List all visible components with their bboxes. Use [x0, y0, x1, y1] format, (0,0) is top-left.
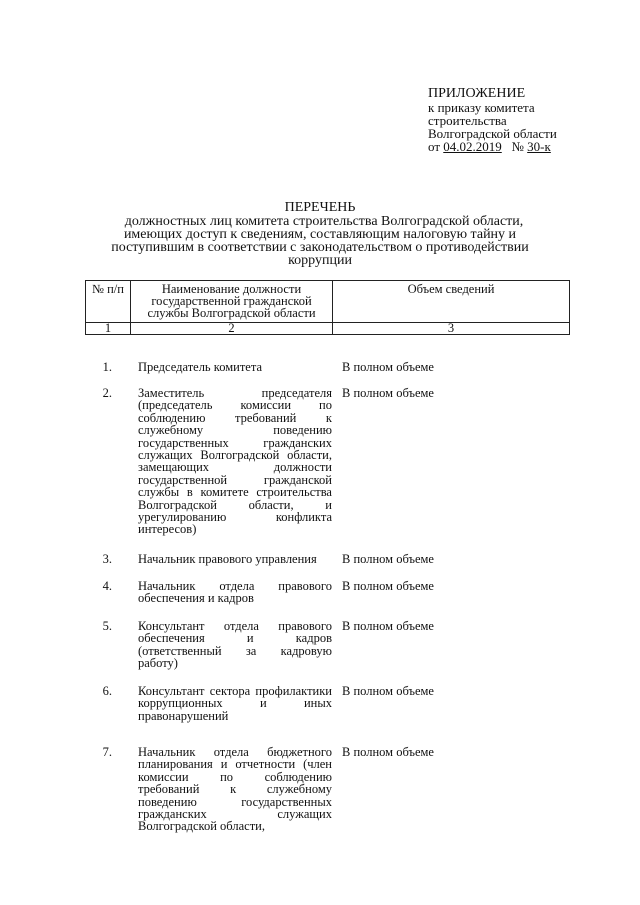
number-prefix: № [511, 139, 524, 154]
item-number: 4. [102, 579, 112, 593]
item-volume: В полном объеме [342, 745, 434, 759]
item-volume: В полном объеме [342, 360, 434, 374]
heading-line-4: коррупции [288, 253, 352, 268]
heading-line-1: должностных лиц комитета строительства Волгоградской области, [124, 214, 524, 229]
item-position: Заместитель председателя (председатель комиссии по соблюдению требований к служебному поведению государственных гражданских служащих Волгоградской области, замещающих должности государственной гражданской службы в комитете строительства Волгоградской области, и урегулированию конфликта интересов) [138, 386, 332, 537]
document-heading [100, 201, 540, 267]
item-number: 5. [102, 619, 112, 633]
header-table [85, 280, 570, 335]
item-volume: В полном объеме [342, 579, 434, 593]
item-position: Консультант отдела правового обеспечения и кадров (ответственный за кадровую работу) [138, 619, 332, 671]
item-number: 1. [102, 360, 112, 374]
header-row [86, 281, 570, 323]
order-number: 30-к [527, 139, 551, 154]
appendix-line-1: к приказу комитета [428, 100, 535, 115]
order-date: 04.02.2019 [443, 139, 502, 154]
item-number: 3. [102, 552, 112, 566]
header-col-num: № п/п [86, 281, 131, 323]
column-number-2: 2 [131, 323, 333, 335]
header-col-position: Наименование должности государственной гражданской службы Волгоградской области [131, 281, 333, 323]
appendix-line-3: Волгоградской области [428, 126, 557, 141]
item-position: Председатель комитета [138, 360, 262, 374]
heading-line-2: имеющих доступ к сведениям, составляющим налоговую тайну и [123, 227, 517, 242]
heading-line-3: поступившим в соответствии с законодательством о противодействии [111, 240, 529, 255]
appendix-date-line [428, 140, 557, 153]
column-number-1: 1 [86, 323, 131, 335]
date-prefix: от [428, 139, 441, 154]
item-position: Начальник правового управления [138, 552, 317, 566]
appendix-block [428, 86, 557, 153]
item-position: Начальник отдела бюджетного планирования и отчетности (член комиссии по соблюдению требований к служебному поведению государственных гражданских служащих Волгоградской области, [138, 745, 332, 834]
item-volume: В полном объеме [342, 552, 434, 566]
item-position: Начальник отдела правового обеспечения и кадров [138, 579, 332, 606]
column-number-row [86, 323, 570, 335]
item-volume: В полном объеме [342, 684, 434, 698]
item-number: 7. [102, 745, 112, 759]
item-volume: В полном объеме [342, 386, 434, 400]
appendix-title: ПРИЛОЖЕНИЕ [428, 86, 526, 101]
item-position: Консультант сектора профилактики коррупционных и иных правонарушений [138, 684, 332, 723]
header-col-volume: Объем сведений [333, 281, 570, 323]
item-volume: В полном объеме [342, 619, 434, 633]
item-number: 6. [102, 684, 112, 698]
appendix-line-2: строительства [428, 113, 507, 128]
item-number: 2. [102, 386, 112, 400]
document-title: ПЕРЕЧЕНЬ [284, 200, 356, 215]
column-number-3: 3 [333, 323, 570, 335]
